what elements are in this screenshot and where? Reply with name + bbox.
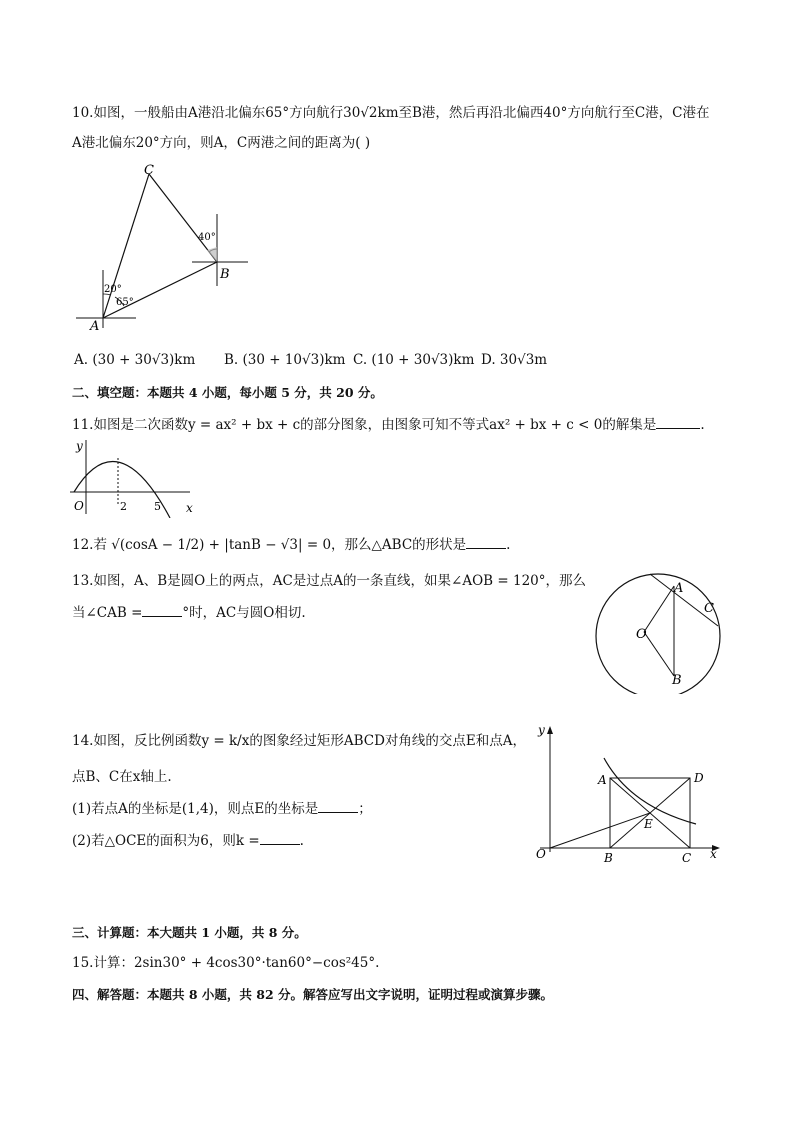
q13-line2-pre: 当∠CAB = xyxy=(72,605,143,621)
q10-angle-40: 40° xyxy=(198,232,216,243)
q11-tick-2: 2 xyxy=(120,500,127,513)
q14-line3-post: ； xyxy=(358,801,372,817)
q10-line1: 10.如图，一般船由A港沿北偏东65°方向航行30√2km至B港，然后再沿北偏西40°方向航行至C港，C港在 xyxy=(72,105,710,121)
q13-line1: 13.如图，A、B是圆O上的两点，AC是过点A的一条直线，如果∠AOB = 120°，那么 xyxy=(72,573,586,589)
q12-end: . xyxy=(506,537,511,553)
q14-line4 xyxy=(72,832,304,850)
q14-line1: 14.如图，反比例函数y = k/x的图象经过矩形ABCD对角线的交点E和点A， xyxy=(72,733,527,749)
q13-line2-post: °时，AC与圆O相切. xyxy=(182,605,306,621)
q11-question: 11.如图是二次函数y = ax² + bx + c的部分图象，由图象可知不等式ax² + bx + c < 0的解集是 xyxy=(72,417,657,433)
q11-text xyxy=(72,416,705,434)
q13-figure xyxy=(588,570,728,694)
q14-line3-pre: (1)若点A的坐标是(1,4)，则点E的坐标是 xyxy=(72,801,319,817)
q15-text: 15.计算：2sin30° + 4cos30°·tan60°−cos²45°. xyxy=(72,955,380,971)
q11-end: . xyxy=(700,417,705,433)
q14-answer-blank-1[interactable] xyxy=(318,800,358,813)
q14-line4-pre: (2)若△OCE的面积为6，则k = xyxy=(72,833,260,849)
q11-axis-y: y xyxy=(76,439,83,453)
q10-label-c: C xyxy=(144,163,154,178)
q10-angle-65: 65° xyxy=(116,297,134,308)
q14-origin: O xyxy=(536,847,546,861)
q10-option-b: B. (30 + 10√3)km xyxy=(224,352,346,368)
q14-line3 xyxy=(72,800,372,818)
q14-label-b: B xyxy=(604,851,613,865)
q14-label-a: A xyxy=(598,773,607,787)
section-4-heading: 四、解答题：本题共 8 小题，共 82 分。解答应写出文字说明，证明过程或演算步骤。 xyxy=(72,987,554,1002)
q10-option-d: D. 30√3m xyxy=(481,352,548,368)
q11-tick-5: 5 xyxy=(154,500,161,513)
q14-line4-post: . xyxy=(299,833,304,849)
q10-label-a: A xyxy=(90,319,100,334)
q13-label-a: A xyxy=(674,581,684,596)
q11-origin: O xyxy=(74,499,84,513)
q14-label-c: C xyxy=(682,851,692,865)
section-3-heading: 三、计算题：本大题共 1 小题，共 8 分。 xyxy=(72,925,307,940)
q10-angle-20: 20° xyxy=(104,284,122,295)
q13-line2 xyxy=(72,604,306,622)
section-2-heading: 二、填空题：本题共 4 小题，每小题 5 分，共 20 分。 xyxy=(72,385,383,400)
q14-label-e: E xyxy=(644,817,653,831)
q11-answer-blank[interactable] xyxy=(656,416,700,429)
q14-label-d: D xyxy=(694,771,704,785)
q13-answer-blank[interactable] xyxy=(142,604,182,617)
q10-line2: A港北偏东20°方向，则A，C两港之间的距离为( ) xyxy=(72,135,371,151)
q13-label-c: C xyxy=(704,601,714,616)
q10-option-a: A. (30 + 30√3)km xyxy=(74,352,196,368)
q11-axis-x: x xyxy=(186,501,193,515)
q10-option-c: C. (10 + 30√3)km xyxy=(353,352,475,368)
q10-label-b: B xyxy=(220,267,230,282)
q14-line2: 点B、C在x轴上. xyxy=(72,769,172,785)
q14-figure xyxy=(530,720,726,868)
q10-figure xyxy=(70,158,250,338)
q14-axis-y: y xyxy=(538,723,545,737)
q11-figure xyxy=(66,434,206,518)
q14-axis-x: x xyxy=(710,847,717,861)
q14-answer-blank-2[interactable] xyxy=(260,832,300,845)
q13-label-b: B xyxy=(672,673,682,688)
q13-label-o: O xyxy=(636,627,647,642)
q12-question: 12.若 √(cosA − 1/2) + |tanB − √3| = 0，那么△ABC的形状是 xyxy=(72,537,467,553)
q12-answer-blank[interactable] xyxy=(466,536,506,549)
q12-text xyxy=(72,536,510,554)
